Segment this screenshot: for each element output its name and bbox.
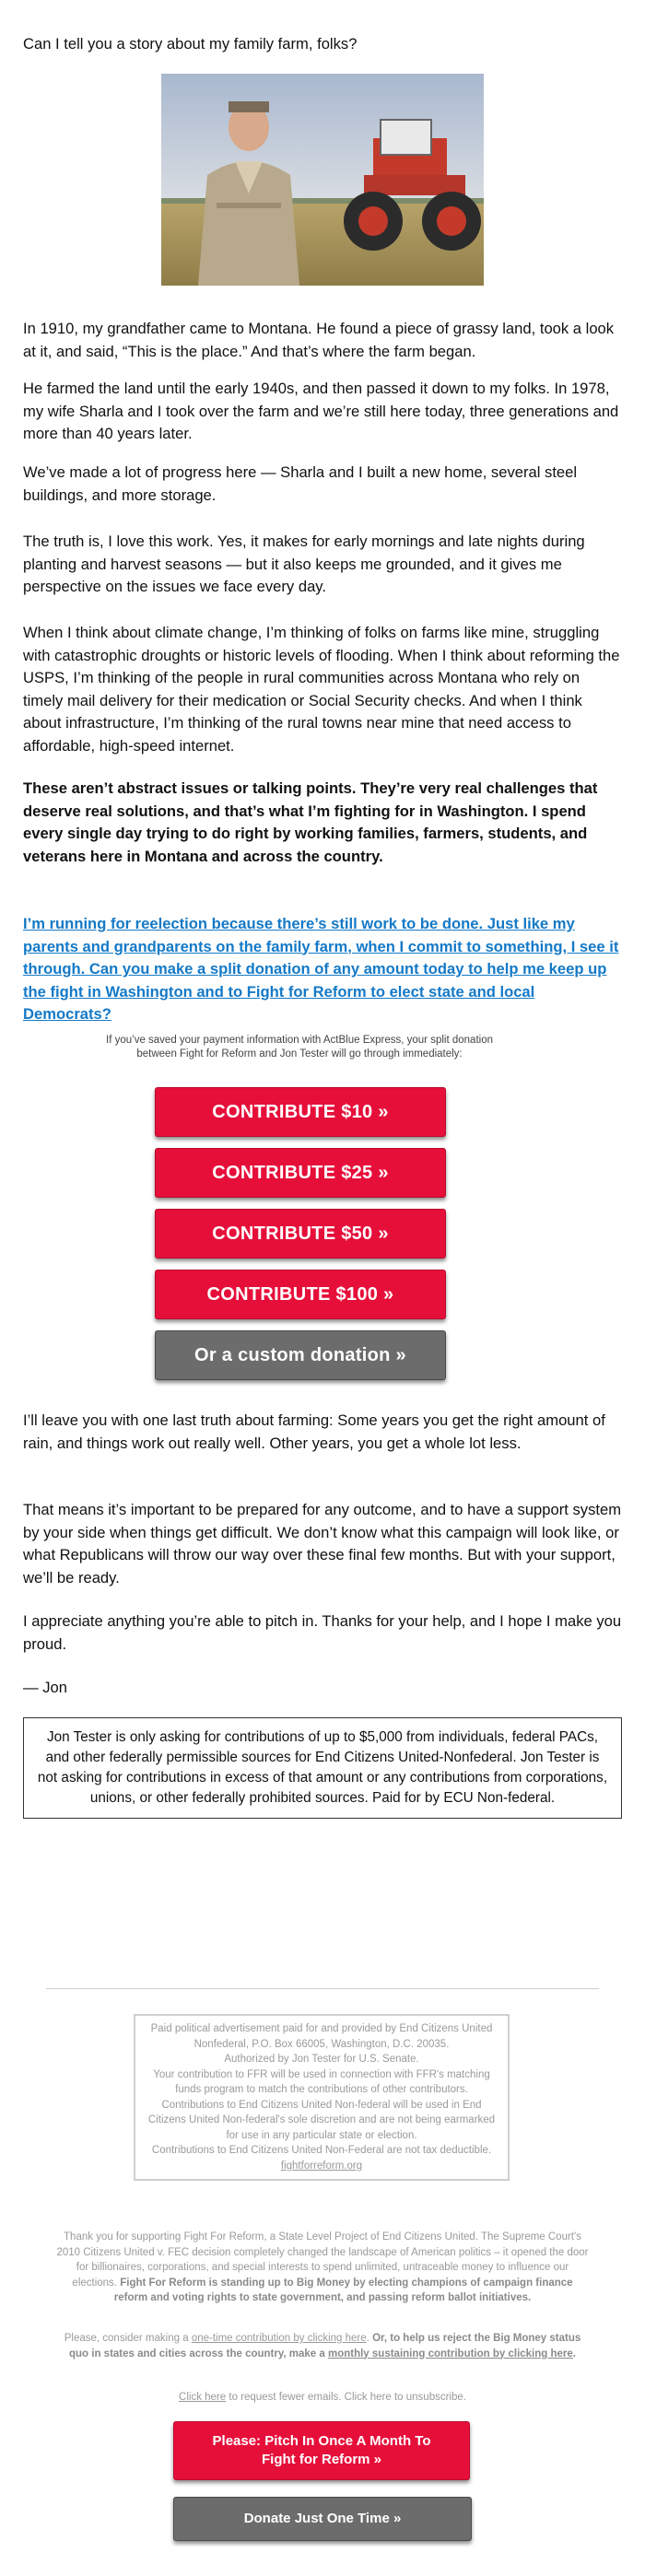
paid-line-5: Contributions to End Citizens United Non-Federal are not tax deductible.	[151, 2145, 492, 2156]
monthly-donation-button[interactable]: Please: Pitch In Once A Month To Fight for Reform »	[173, 2421, 470, 2480]
paragraph-6: These aren’t abstract issues or talking points. They’re very real challenges that deserve real solutions, and that’s what I’m fighting for in Washington. I spend every single day trying to do right by working families, farmers, students, and veterans here in Montana and across the country.	[23, 779, 598, 865]
paid-line-2: Authorized by Jon Tester for U.S. Senate.	[224, 2054, 419, 2065]
contribute-10-button[interactable]: CONTRIBUTE $10 »	[155, 1087, 446, 1137]
paragraph-2: He farmed the land until the early 1940s, and then passed it down to my folks. In 1978, my wife Sharla and I took over the farm and we’re still here today, three generations and more than 40 years later.	[23, 380, 619, 442]
consider-prefix: Please, consider making a	[64, 2333, 189, 2344]
consider-bold: Or, to help us reject the Big Money status quo in states and cities across the country, make a	[68, 2333, 581, 2359]
paragraph-3: We’ve made a lot of progress here — Sharla and I built a new home, several steel buildings, and more storage.	[23, 463, 578, 504]
contribute-100-button[interactable]: CONTRIBUTE $100 »	[155, 1270, 446, 1319]
farmer-photo	[161, 74, 484, 286]
custom-donation-button[interactable]: Or a custom donation »	[155, 1330, 446, 1380]
actblue-express-note: If you’ve saved your payment information with ActBlue Express, your split donation between Fight for Reform and Jon Tester will go through immediately:	[106, 1035, 493, 1060]
fewer-emails-text: to request fewer emails. Click here to unsubscribe.	[229, 2392, 466, 2403]
one-time-donation-button[interactable]: Donate Just One Time »	[173, 2497, 472, 2541]
farmer-photo-icon	[161, 74, 484, 286]
site-link[interactable]: fightforreform.org	[280, 2160, 363, 2172]
paid-line-1: Paid political advertisement paid for and provided by End Citizens United Nonfederal, P.O. Box 66005, Washington, D.C. 20035.	[150, 2023, 493, 2050]
monthly-link[interactable]: monthly sustaining contribution by clicking here	[327, 2348, 573, 2359]
paid-line-3: Your contribution to FFR will be used in connection with FFR's matching funds program to match the contributions of other contributors.	[153, 2068, 490, 2095]
split-donation-link[interactable]: I’m running for reelection because there’s still work to be done. Just like my parents and grandparents on the family farm, when I commit to something, I see it through. Can you make a split donation of any amount today to help me keep up the fight in Washington and to Fight for Reform to elect state and local Democrats?	[23, 915, 619, 1023]
paragraph-4: The truth is, I love this work. Yes, it makes for early mornings and late nights during planting and harvest seasons — but it also keeps me grounded, and it gives me perspective on the issues we face every day.	[23, 533, 585, 595]
paragraph-7	[23, 913, 622, 1026]
paragraph-10: I appreciate anything you’re able to pitch in. Thanks for your help, and I hope I make you proud.	[23, 1612, 622, 1653]
thanks-text: Thank you for supporting Fight For Reform, a State Level Project of End Citizens United. The Supreme Court's 2010 Citizens United v. FEC decision completely changed the landscape of American politics – it opened the door for billionaires, corporations, and special interests to spend unlimited, untraceable money to influence our elections.	[56, 2231, 589, 2289]
consider-paragraph: Please, consider making a one-time contribution by clicking here. Or, to help us reject the Big Money status quo in states and cities across the country, make a monthly sustaining contribution by clicking here.	[64, 2333, 581, 2359]
paid-line-4: Contributions to End Citizens United Non-federal will be used in End Citizens United Non-federal's sole discretion and are not being earmarked for use in any particular state or election.	[147, 2099, 496, 2141]
footer-divider	[46, 1988, 599, 1989]
thanks-paragraph	[55, 2230, 590, 2306]
thanks-bold: Fight For Reform is standing up to Big Money by electing champions of campaign finance reform and voting rights to state government, and passing reform ballot initiatives.	[113, 2277, 573, 2303]
fewer-emails-line	[55, 2390, 590, 2406]
paid-for-box	[134, 2014, 510, 2181]
one-time-link[interactable]: one-time contribution by clicking here	[191, 2333, 367, 2344]
intro-line: Can I tell you a story about my family farm, folks?	[23, 35, 358, 53]
signoff: — Jon	[23, 1679, 67, 1696]
paragraph-9: That means it’s important to be prepared for any outcome, and to have a support system by your side when things get difficult. We don’t know what this campaign will look like, or what Republicans will throw our way over these final few months. But with your support, we’ll be ready.	[23, 1501, 622, 1587]
paragraph-1: In 1910, my grandfather came to Montana. He found a piece of grassy land, took a look at it, and said, “This is the place.” And that’s where the farm began.	[23, 320, 615, 360]
click-here-link[interactable]: Click here	[179, 2392, 227, 2403]
contribute-25-button[interactable]: CONTRIBUTE $25 »	[155, 1148, 446, 1198]
contribute-50-button[interactable]: CONTRIBUTE $50 »	[155, 1209, 446, 1259]
paragraph-5: When I think about climate change, I’m thinking of folks on farms like mine, struggling with catastrophic droughts or historic levels of flooding. When I think about reforming the USPS, I’m thinking of the people in rural communities across Montana who rely on timely mail delivery for their medication or Social Security checks. And when I think about infrastructure, I’m thinking of the rural towns near mine that need access to affordable, high-speed internet.	[23, 624, 620, 755]
disclaimer-box: Jon Tester is only asking for contributions of up to $5,000 from individuals, federal PACs, and other federally permissible sources for End Citizens United-Nonfederal. Jon Tester is not asking for contributions in excess of that amount or any contributions from corporations, unions, or other federally prohibited sources. Paid for by ECU Non-federal.	[23, 1717, 622, 1819]
paragraph-8: I’ll leave you with one last truth about farming: Some years you get the right amount of rain, and things work out really well. Other years, you get a whole lot less.	[23, 1411, 605, 1452]
